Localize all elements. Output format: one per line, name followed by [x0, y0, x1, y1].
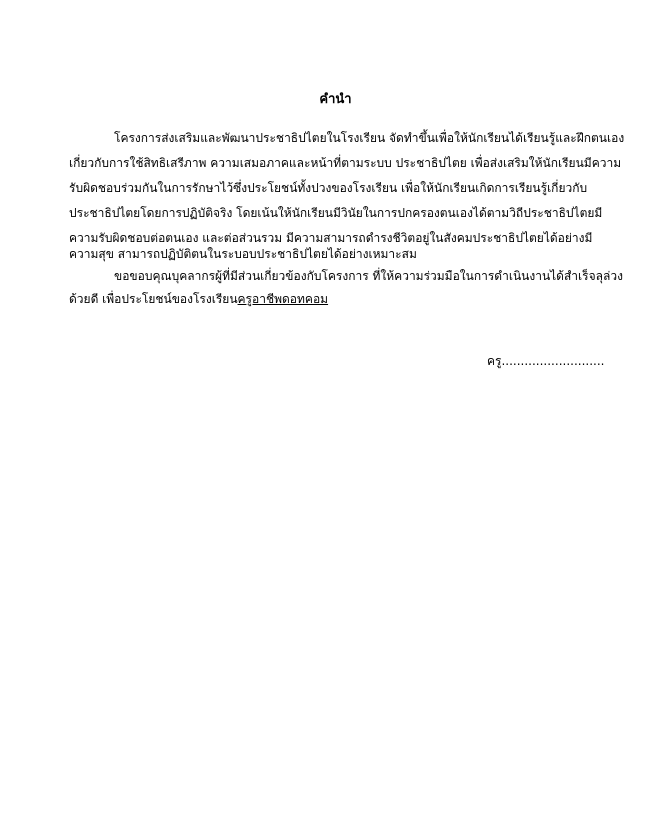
paragraph-1-line-4: ประชาธิปไตยโดยการปฏิบัติจริง โดยเน้นให้นักเรียนมีวินัยในการปกครองตนเองได้ตามวิถีประชาธิปไตยมี [69, 206, 603, 220]
paragraph-2-line-1: ขอขอบคุณบุคลากรผู้ที่มีส่วนเกี่ยวข้องกับโครงการ ที่ให้ความร่วมมือในการดำเนินงานได้สำเร็จลุล่วง [114, 269, 623, 283]
paragraph-2-text: ด้วยดี เพื่อประโยชน์ของโรงเรียน [69, 292, 238, 306]
paragraph-2-line-2 [69, 289, 328, 309]
paragraph-1-line-5: ความรับผิดชอบต่อตนเอง และต่อส่วนรวม มีความสามารถดำรงชีวิตอยู่ในสังคมประชาธิปไตยได้อย่างมี [69, 231, 593, 245]
paragraph-1-line-1: โครงการส่งเสริมและพัฒนาประชาธิปไตยในโรงเรียน จัดทำขึ้นเพื่อให้นักเรียนได้เรียนรู้และฝึกตนเอง [114, 131, 625, 145]
paragraph-1-line-3: รับผิดชอบร่วมกันในการรักษาไว้ซึ่งประโยชน์ทั้งปวงของโรงเรียน เพื่อให้นักเรียนเกิดการเรียนรู้เกี่ยวกับ [69, 181, 588, 195]
underlined-website-name: ครูอาชีพดอทคอม [237, 292, 329, 306]
document-title: คำนำ [319, 92, 352, 107]
paragraph-1-line-2: เกี่ยวกับการใช้สิทธิเสรีภาพ ความเสมอภาคและหน้าที่ตามระบบ ประชาธิปไตย เพื่อส่งเสริมให้นักเรียนมีความ [69, 156, 622, 170]
paragraph-1-line-6: ความสุข สามารถปฏิบัติตนในระบอบประชาธิปไตยได้อย่างเหมาะสม [69, 247, 417, 261]
signature-line: ครู........................... [487, 354, 605, 368]
